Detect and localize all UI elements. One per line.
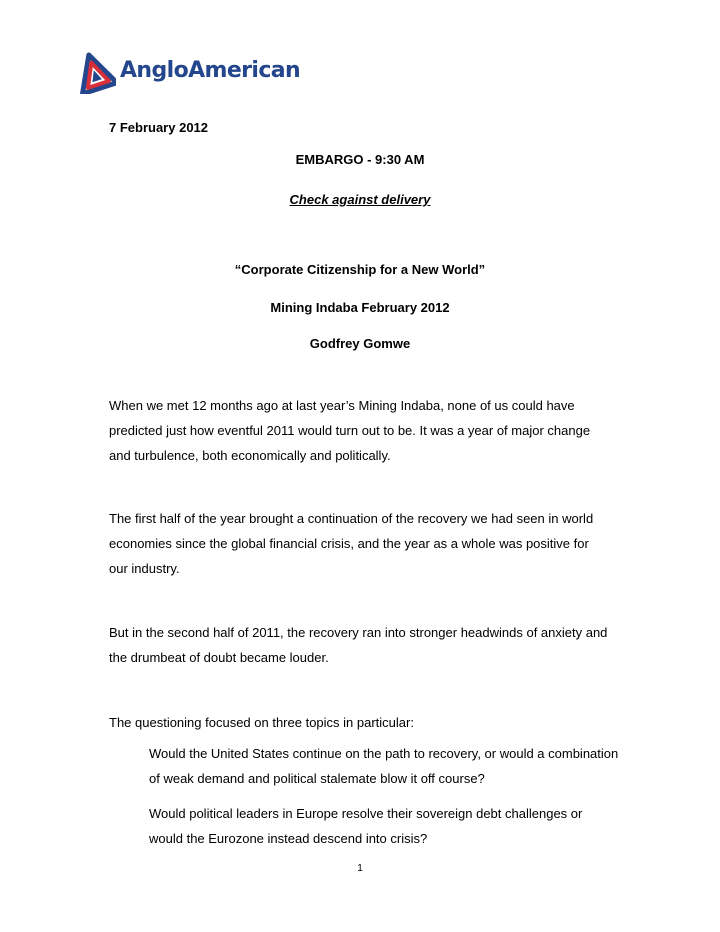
body-paragraph: The first half of the year brought a continuation of the recovery we had seen in world economies since the global financial crisis, and the year as a whole was positive for our industry. xyxy=(109,511,594,576)
body-paragraph: The questioning focused on three topics in particular: xyxy=(109,715,414,730)
check-against-delivery: Check against delivery xyxy=(289,192,431,207)
company-logo xyxy=(74,52,301,96)
press-date: 7 February 2012 xyxy=(109,120,209,135)
indented-question: Would the United States continue on the path to recovery, or would a combination of weak demand and political stalemate blow it off course? xyxy=(149,746,619,786)
body-paragraph: When we met 12 months ago at last year’s Mining Indaba, none of us could have predicted just how eventful 2011 would turn out to be. It was a year of major change and turbulence, both economically and politically. xyxy=(109,398,591,463)
page-number: 1 xyxy=(357,863,363,874)
body-paragraph: But in the second half of 2011, the recovery ran into stronger headwinds of anxiety and the drumbeat of doubt became louder. xyxy=(109,625,608,665)
speaker-name: Godfrey Gomwe xyxy=(309,336,411,351)
anglo-american-emblem-icon xyxy=(74,52,116,94)
speech-title: “Corporate Citizenship for a New World” xyxy=(234,262,486,277)
event-name: Mining Indaba February 2012 xyxy=(270,300,450,315)
embargo-notice: EMBARGO - 9:30 AM xyxy=(295,152,425,167)
brand-name: AngloAmerican xyxy=(120,58,301,83)
indented-question: Would political leaders in Europe resolve their sovereign debt challenges or would the Eurozone instead descend into crisis? xyxy=(149,806,583,846)
